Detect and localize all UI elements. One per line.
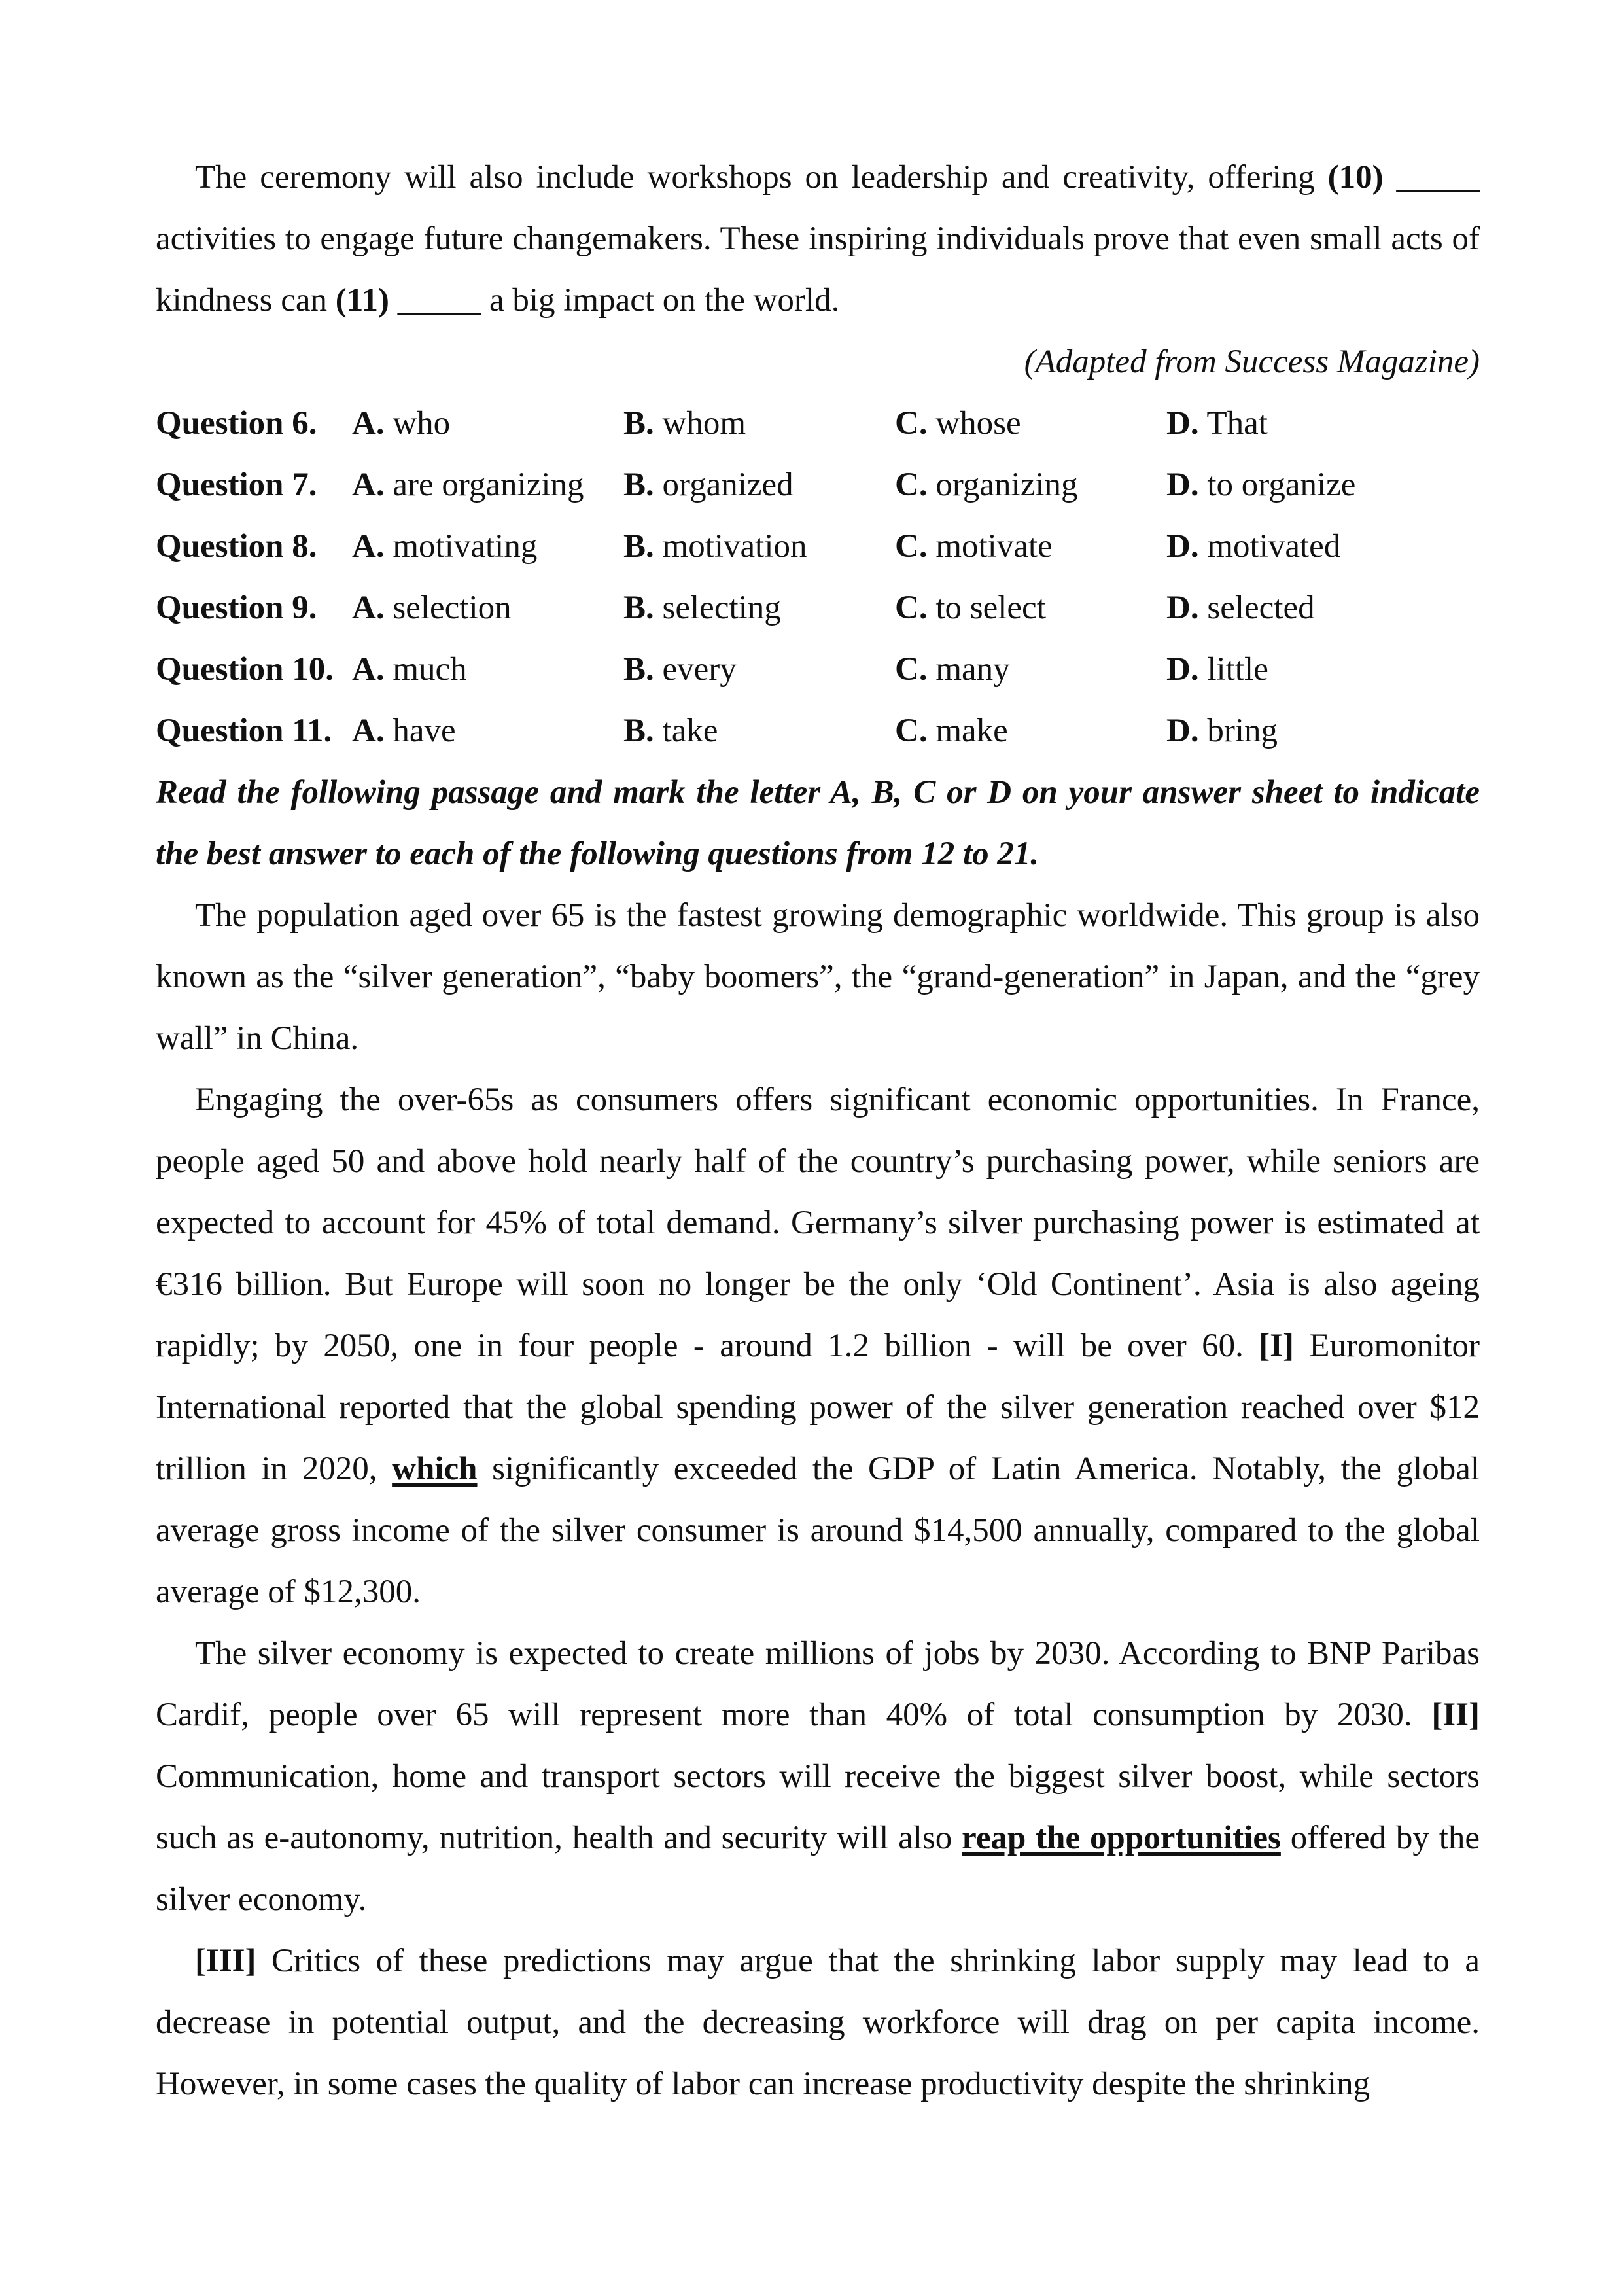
option-text: every xyxy=(662,651,737,688)
page-content xyxy=(156,147,1480,2115)
option-b[interactable] xyxy=(623,516,895,577)
option-text: motivating xyxy=(393,528,538,565)
question-label: Question 6. xyxy=(156,405,317,442)
passage-text: The silver economy is expected to create millions of jobs by 2030. According to BNP Paribas Cardif, people over 65 will represent more than 40% of total consumption by 2030. xyxy=(156,1635,1480,1733)
question-label: Question 9. xyxy=(156,590,317,626)
option-a[interactable] xyxy=(352,516,623,577)
position-marker-3: [III] xyxy=(195,1943,256,1979)
option-letter: C. xyxy=(895,405,928,442)
passage-paragraph-2 xyxy=(156,1069,1480,1623)
option-text: bring xyxy=(1207,713,1278,749)
option-d[interactable] xyxy=(1166,639,1480,700)
option-a[interactable] xyxy=(352,454,623,516)
passage-text: Euromonitor International reported that the global spending power of the silver generation reached over $12 trillion in 2020, xyxy=(156,1328,1480,1487)
option-text: much xyxy=(393,651,467,688)
passage-text: Critics of these predictions may argue that the shrinking labor supply may lead to a decrease in potential output, and the decreasing workforce will drag on per capita income. However, in some cases the quality of labor can increase productivity despite the shrinking xyxy=(156,1943,1480,2102)
option-letter: B. xyxy=(623,405,654,442)
option-letter: C. xyxy=(895,467,928,503)
option-letter: B. xyxy=(623,528,654,565)
option-b[interactable] xyxy=(623,577,895,639)
question-label: Question 8. xyxy=(156,528,317,565)
option-text: selected xyxy=(1207,590,1315,626)
cloze-text: The ceremony will also include workshops on leadership and creativity, offering xyxy=(195,159,1328,196)
option-c[interactable] xyxy=(895,454,1166,516)
option-text: take xyxy=(662,713,718,749)
option-text: have xyxy=(393,713,456,749)
option-letter: D. xyxy=(1166,405,1199,442)
blank-marker-10: (10) xyxy=(1327,159,1384,196)
option-d[interactable] xyxy=(1166,516,1480,577)
passage-paragraph-4 xyxy=(156,1930,1480,2115)
option-text: who xyxy=(393,405,451,442)
option-a[interactable] xyxy=(352,393,623,454)
passage-text: Communication, home and transport sectors will receive the biggest silver boost, while sectors such as e-autonomy, nutrition, health and security will also xyxy=(156,1758,1480,1856)
cloze-text: _____ activities to engage future changemakers. These inspiring individuals prove that even small acts of kindness can xyxy=(156,159,1480,319)
option-c[interactable] xyxy=(895,393,1166,454)
question-label: Question 7. xyxy=(156,467,317,503)
option-letter: B. xyxy=(623,467,654,503)
option-c[interactable] xyxy=(895,700,1166,762)
position-marker-2: [II] xyxy=(1431,1697,1480,1733)
option-a[interactable] xyxy=(352,577,623,639)
underlined-word-which: which xyxy=(392,1451,478,1487)
option-letter: D. xyxy=(1166,467,1199,503)
option-b[interactable] xyxy=(623,700,895,762)
passage-text: Engaging the over-65s as consumers offers significant economic opportunities. In France, people aged 50 and above hold nearly half of the country’s purchasing power, while seniors are expected to account for 45% of total demand. Germany’s silver purchasing power is estimated at €316 billion. But Europe will soon no longer be the only ‘Old Continent’. Asia is also ageing rapidly; by 2050, one in four people - around 1.2 billion - will be over 60. xyxy=(156,1082,1480,1364)
cloze-ending-paragraph xyxy=(156,147,1480,331)
question-row xyxy=(156,577,1480,639)
option-b[interactable] xyxy=(623,454,895,516)
option-text: selecting xyxy=(662,590,781,626)
question-row xyxy=(156,454,1480,516)
option-text: motivation xyxy=(662,528,807,565)
reading-instruction: Read the following passage and mark the letter A, B, C or D on your answer sheet to indicate the best answer to each of the following questions from 12 to 21. xyxy=(156,774,1480,872)
option-letter: C. xyxy=(895,651,928,688)
option-text: selection xyxy=(393,590,512,626)
option-text: to select xyxy=(935,590,1046,626)
option-d[interactable] xyxy=(1166,454,1480,516)
blank-marker-11: (11) xyxy=(335,282,389,319)
option-letter: A. xyxy=(352,590,385,626)
question-list xyxy=(156,393,1480,762)
option-letter: D. xyxy=(1166,528,1199,565)
option-letter: B. xyxy=(623,590,654,626)
option-text: whom xyxy=(662,405,746,442)
passage-text: offered by the silver economy. xyxy=(156,1820,1480,1918)
option-letter: C. xyxy=(895,713,928,749)
option-letter: A. xyxy=(352,651,385,688)
option-d[interactable] xyxy=(1166,700,1480,762)
cloze-text: _____ a big impact on the world. xyxy=(389,282,840,319)
option-text: That xyxy=(1206,405,1268,442)
option-c[interactable] xyxy=(895,639,1166,700)
option-text: to organize xyxy=(1207,467,1356,503)
option-letter: D. xyxy=(1166,590,1199,626)
underlined-phrase-reap: reap the opportunities xyxy=(962,1820,1281,1856)
passage-paragraph-3 xyxy=(156,1623,1480,1930)
option-a[interactable] xyxy=(352,639,623,700)
option-text: organizing xyxy=(935,467,1078,503)
question-row xyxy=(156,700,1480,762)
question-label: Question 10. xyxy=(156,651,334,688)
option-text: whose xyxy=(935,405,1021,442)
option-letter: A. xyxy=(352,405,385,442)
option-b[interactable] xyxy=(623,393,895,454)
option-d[interactable] xyxy=(1166,393,1480,454)
option-text: motivate xyxy=(935,528,1053,565)
option-b[interactable] xyxy=(623,639,895,700)
option-letter: D. xyxy=(1166,713,1199,749)
option-text: are organizing xyxy=(393,467,584,503)
passage-text: significantly exceeded the GDP of Latin America. Notably, the global average gross income of the silver consumer is around $14,500 annually, compared to the global average of $12,300. xyxy=(156,1451,1480,1610)
passage-paragraph-1: The population aged over 65 is the fastest growing demographic worldwide. This group is also known as the “silver generation”, “baby boomers”, the “grand-generation” in Japan, and the “grey wall” in China. xyxy=(156,897,1480,1057)
option-c[interactable] xyxy=(895,577,1166,639)
option-c[interactable] xyxy=(895,516,1166,577)
question-row xyxy=(156,639,1480,700)
option-letter: B. xyxy=(623,713,654,749)
option-text: make xyxy=(935,713,1008,749)
option-letter: C. xyxy=(895,590,928,626)
option-text: motivated xyxy=(1207,528,1341,565)
option-letter: C. xyxy=(895,528,928,565)
option-letter: D. xyxy=(1166,651,1199,688)
option-a[interactable] xyxy=(352,700,623,762)
source-citation: (Adapted from Success Magazine) xyxy=(1024,344,1480,380)
option-letter: A. xyxy=(352,713,385,749)
option-letter: A. xyxy=(352,528,385,565)
question-label: Question 11. xyxy=(156,713,332,749)
option-text: many xyxy=(935,651,1010,688)
option-text: little xyxy=(1207,651,1268,688)
question-row xyxy=(156,516,1480,577)
option-letter: B. xyxy=(623,651,654,688)
option-text: organized xyxy=(662,467,794,503)
question-row xyxy=(156,393,1480,454)
option-d[interactable] xyxy=(1166,577,1480,639)
position-marker-1: [I] xyxy=(1259,1328,1295,1364)
option-letter: A. xyxy=(352,467,385,503)
